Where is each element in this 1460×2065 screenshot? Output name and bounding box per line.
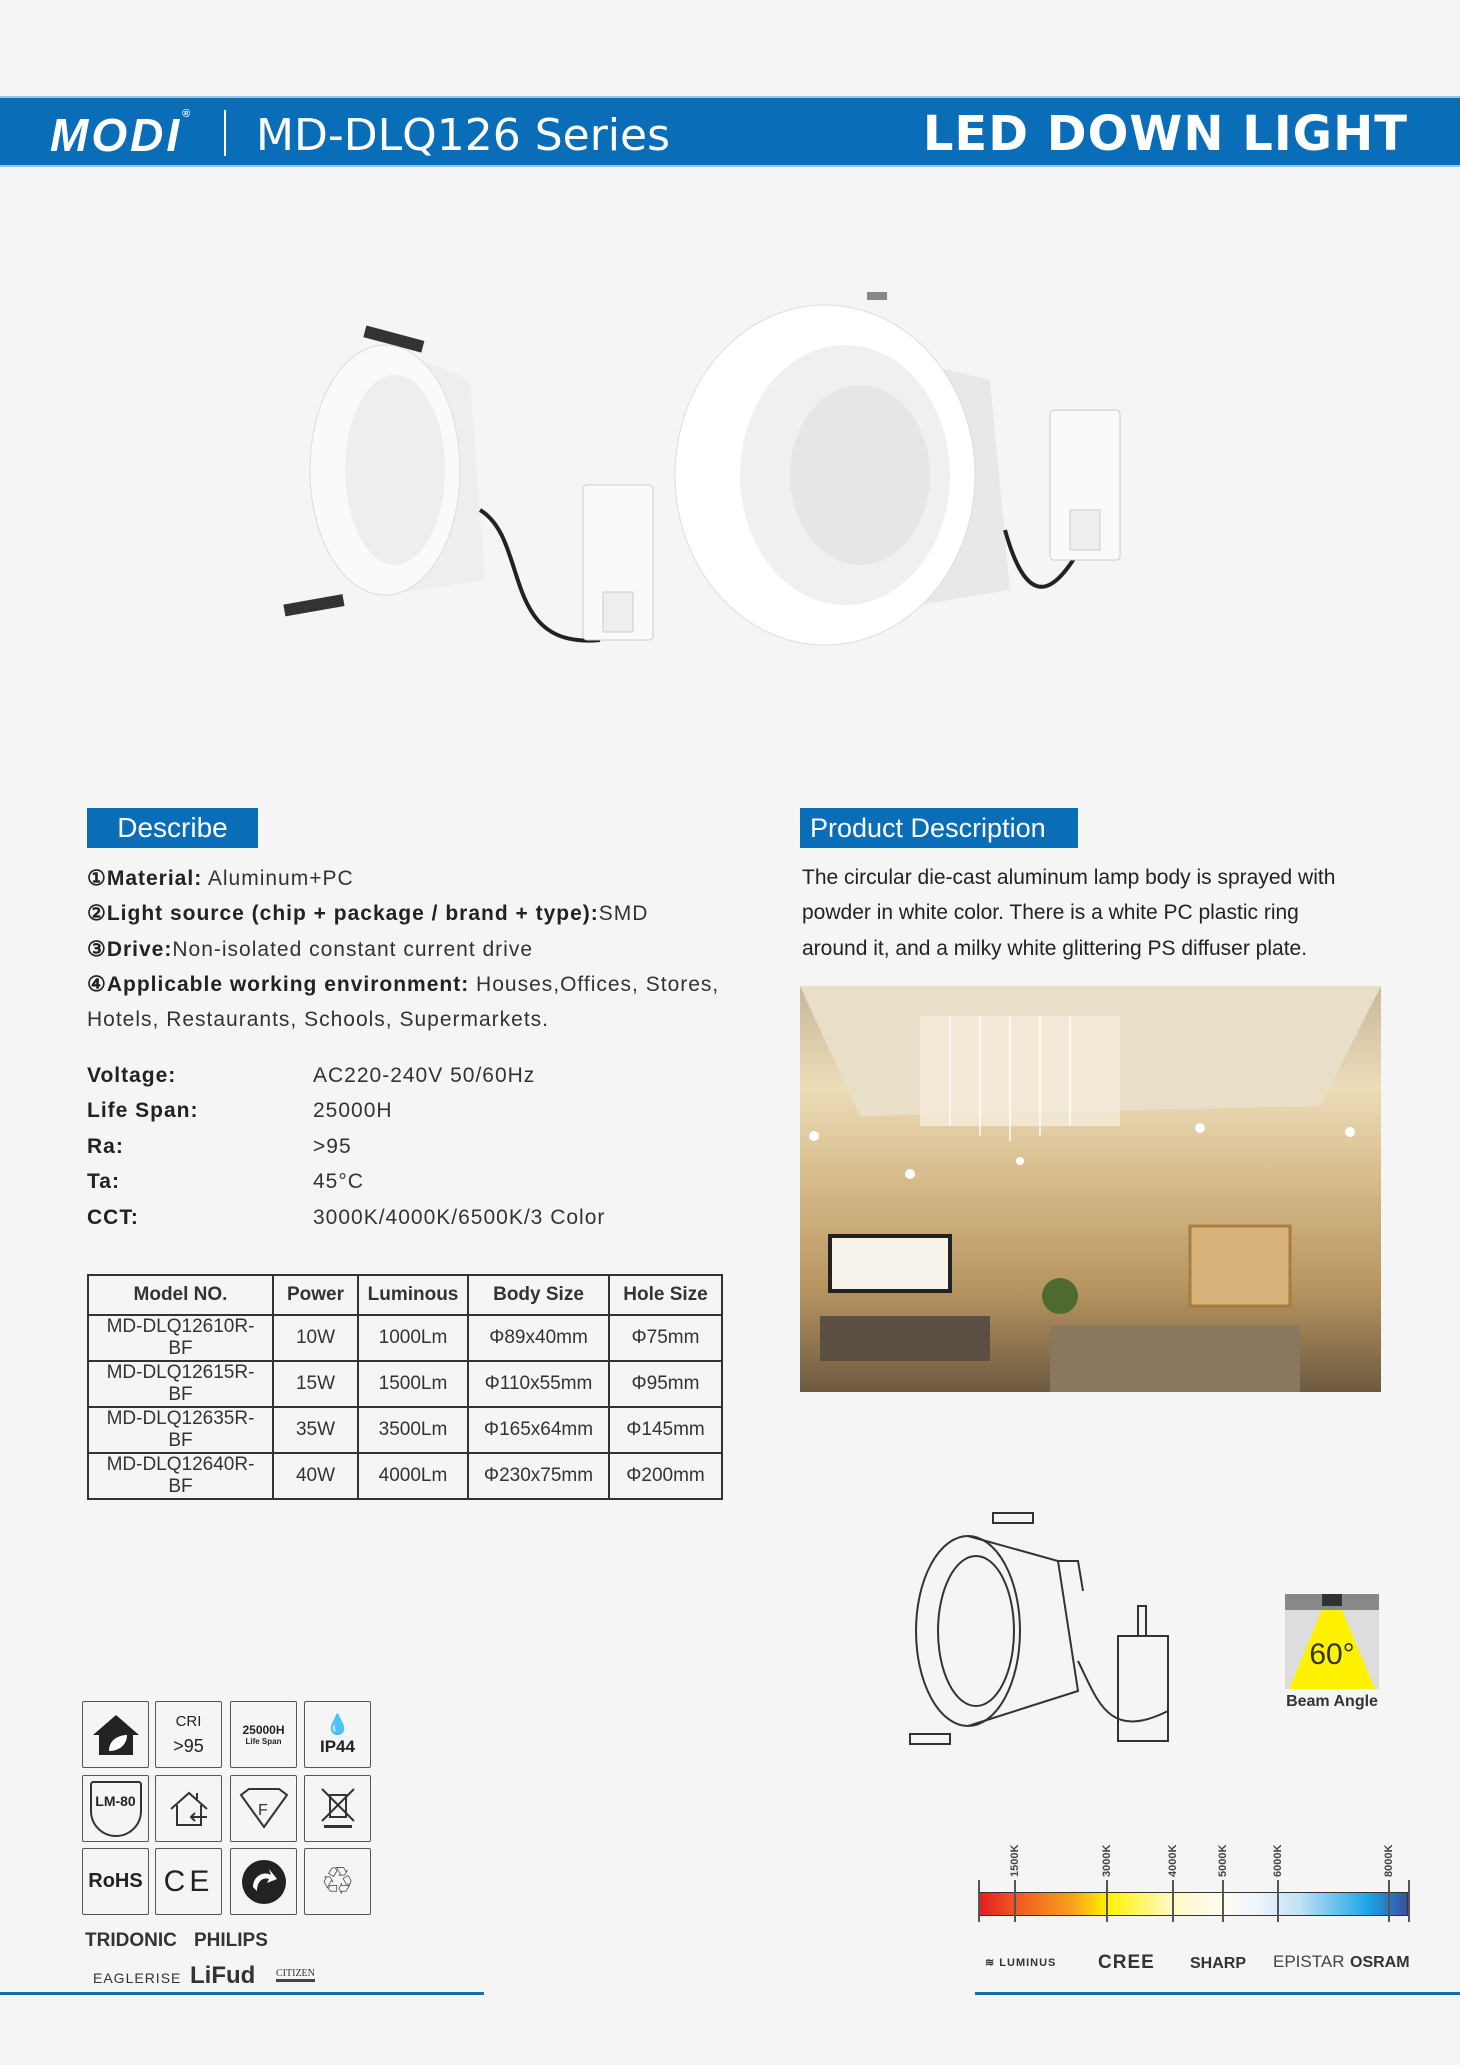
table-cell: Φ165x64mm (468, 1407, 609, 1453)
beam-angle-label: Beam Angle (1286, 1693, 1378, 1710)
cct-tick-label: 4000K (1167, 1844, 1179, 1877)
cct-tick (1222, 1880, 1224, 1922)
brand-eaglerise: EAGLERISE (93, 1970, 182, 1986)
brand-epistar: EPISTAR (1273, 1952, 1345, 1971)
feature-environment: ④Applicable working environment: Houses,Offices, Stores, (87, 973, 720, 996)
cct-tick (1388, 1880, 1390, 1922)
column-header: Model NO. (88, 1275, 273, 1315)
column-header: Power (273, 1275, 358, 1315)
cct-scale (978, 1844, 1408, 1935)
bottom-rule-left (0, 1992, 484, 1995)
brand-citizen: CITIZEN (276, 1968, 315, 1982)
feature-material: ①Material: Aluminum+PC (87, 867, 354, 890)
beam-angle-value: 60° (1309, 1638, 1355, 1671)
table-cell: Φ110x55mm (468, 1361, 609, 1407)
column-header: Body Size (468, 1275, 609, 1315)
weee-bin-icon (304, 1775, 371, 1842)
interior-photo (800, 986, 1381, 1392)
small-downlight-image (283, 325, 653, 640)
table-cell: MD-DLQ12615R-BF (88, 1361, 273, 1407)
cct-gradient-bar (978, 1892, 1408, 1916)
cct-tick (1277, 1880, 1279, 1922)
table-header-row (88, 1275, 722, 1315)
description-line: The circular die-cast aluminum lamp body is sprayed with (802, 866, 1336, 889)
luminus-swirl-icon: ≋ (985, 1957, 1000, 1969)
table-cell: Φ75mm (609, 1315, 722, 1361)
eco-house-icon (82, 1701, 149, 1768)
describe-heading: Describe (87, 808, 258, 848)
spec-voltage: Voltage: AC220-240V 50/60Hz (87, 1064, 536, 1087)
modi-logo: MODI® (50, 108, 194, 161)
brand-luminus: ≋ LUMINUS (985, 1957, 1057, 1969)
divider (224, 110, 226, 156)
cct-tick-label: 5000K (1217, 1844, 1229, 1877)
life-span-icon: 25000H Life Span (230, 1701, 297, 1768)
table-row (88, 1453, 722, 1499)
cct-tick (1408, 1880, 1410, 1922)
table-cell: Φ145mm (609, 1407, 722, 1453)
table-cell: 35W (273, 1407, 358, 1453)
table-cell: MD-DLQ12635R-BF (88, 1407, 273, 1453)
table-cell: 15W (273, 1361, 358, 1407)
cct-tick-label: 6000K (1272, 1844, 1284, 1877)
brand-cree: CREE (1098, 1952, 1155, 1973)
table-row (88, 1361, 722, 1407)
table-cell: Φ95mm (609, 1361, 722, 1407)
description-line: powder in white color. There is a white PC plastic ring (802, 901, 1299, 924)
description-line: around it, and a milky white glittering PS diffuser plate. (802, 937, 1308, 960)
ip44-icon: 💧 IP44 (304, 1701, 371, 1768)
brand-osram: OSRAM (1350, 1954, 1410, 1971)
feature-environment-cont: Hotels, Restaurants, Schools, Supermarkets. (87, 1008, 550, 1031)
recycle-icon: ♲ (304, 1848, 371, 1915)
table-cell: 1500Lm (358, 1361, 468, 1407)
product-description-heading: Product Description (800, 808, 1078, 848)
downlight-line-drawing (908, 1511, 1213, 1753)
product-photos (270, 280, 1170, 680)
cct-tick-label: 1500K (1009, 1844, 1021, 1877)
brand-philips: PHILIPS (194, 1930, 268, 1951)
cct-tick (978, 1880, 980, 1922)
spec-ta: Ta: 45°C (87, 1170, 364, 1193)
table-row (88, 1407, 722, 1453)
cri-icon: CRI >95 (155, 1701, 222, 1768)
table-cell: 1000Lm (358, 1315, 468, 1361)
brand-lifud: LiFud (190, 1962, 256, 1989)
model-table (87, 1274, 723, 1500)
table-row (88, 1315, 722, 1361)
table-cell: 40W (273, 1453, 358, 1499)
table-cell: MD-DLQ12610R-BF (88, 1315, 273, 1361)
spec-cct: CCT: 3000K/4000K/6500K/3 Color (87, 1206, 606, 1229)
cct-tick-label: 3000K (1101, 1844, 1113, 1877)
table-cell: 10W (273, 1315, 358, 1361)
column-header: Luminous (358, 1275, 468, 1315)
cct-tick (1172, 1880, 1174, 1922)
indoor-use-icon (155, 1775, 222, 1842)
brand-sharp: SHARP (1190, 1955, 1247, 1972)
ce-icon: CE (155, 1848, 222, 1915)
header-bar (0, 96, 1460, 167)
cct-tick (1014, 1880, 1016, 1922)
table-cell: Φ89x40mm (468, 1315, 609, 1361)
brand-tridonic: TRIDONIC (85, 1930, 177, 1951)
f-mark-icon (230, 1775, 297, 1842)
table-cell: MD-DLQ12640R-BF (88, 1453, 273, 1499)
green-dot-icon (230, 1848, 297, 1915)
spec-life-span: Life Span: 25000H (87, 1099, 393, 1122)
rohs-icon: RoHS (82, 1848, 149, 1915)
large-downlight-image (675, 292, 1120, 645)
lm80-icon: LM-80 (82, 1775, 149, 1842)
spec-ra: Ra: >95 (87, 1135, 352, 1158)
bottom-rule-right (975, 1992, 1460, 1995)
cct-tick-label: 8000K (1383, 1844, 1395, 1877)
feature-drive: ③Drive:Non-isolated constant current drive (87, 938, 534, 961)
table-cell: Φ200mm (609, 1453, 722, 1499)
series-title: MD-DLQ126 Series (256, 110, 671, 161)
product-type: LED DOWN LIGHT (922, 106, 1408, 162)
svg-text:F: F (257, 1801, 268, 1819)
feature-light-source: ②Light source (chip + package / brand + type):SMD (87, 902, 649, 925)
table-cell: 4000Lm (358, 1453, 468, 1499)
column-header: Hole Size (609, 1275, 722, 1315)
table-cell: 3500Lm (358, 1407, 468, 1453)
table-cell: Φ230x75mm (468, 1453, 609, 1499)
cct-tick (1106, 1880, 1108, 1922)
beam-angle-icon (1285, 1594, 1379, 1689)
